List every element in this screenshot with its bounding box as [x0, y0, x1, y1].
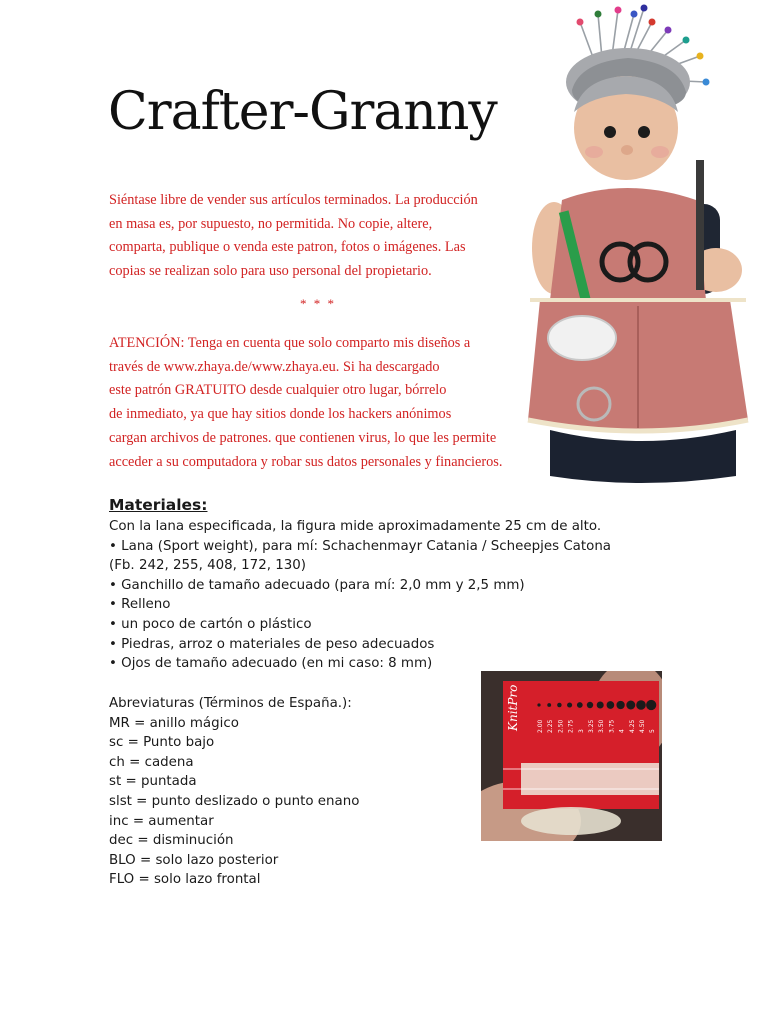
- gauge-size-label: 3.75: [608, 719, 616, 733]
- abbreviations-section: [109, 694, 359, 890]
- materials-line: Con la lana especificada, la figura mide aproximadamente 25 cm de alto.: [109, 519, 602, 534]
- gauge-brand-label: KnitPro: [506, 684, 520, 731]
- abbreviation-item: st = puntada: [109, 774, 197, 790]
- gauge-size-label: 3.50: [598, 719, 606, 733]
- materials-line: • Ganchillo de tamaño adecuado (para mí: 2,0 mm y 2,5 mm): [109, 577, 525, 593]
- usage-notice-line: en masa es, por supuesto, no permitida. No copie, altere,: [109, 215, 433, 232]
- gauge-hole: [636, 700, 646, 710]
- usage-notice-line: comparta, publique o venda este patron, fotos o imágenes. Las: [109, 239, 466, 256]
- gauge-hole: [616, 701, 624, 709]
- materials-heading: Materiales:: [109, 496, 208, 514]
- abbreviation-item: MR = anillo mágico: [109, 715, 239, 731]
- warning-line: cargan archivos de patrones. que contienen virus, lo que les permite: [109, 429, 497, 446]
- warning-line: acceder a su computadora y robar sus datos personales y financieros.: [109, 453, 503, 470]
- gauge-size-label: 2.50: [557, 719, 565, 733]
- abbreviation-item: FLO = solo lazo frontal: [109, 872, 261, 888]
- warning-line: de inmediato, ya que hay sitios donde los hackers anónimos: [109, 406, 452, 423]
- page-title: Crafter-Granny: [108, 82, 497, 142]
- tape-measure: [548, 316, 616, 360]
- gauge-hole: [547, 703, 551, 707]
- materials-line: (Fb. 242, 255, 408, 172, 130): [109, 558, 307, 574]
- gauge-size-label: 4.25: [628, 719, 636, 733]
- gauge-hole: [626, 701, 635, 710]
- abbreviation-item: sc = Punto bajo: [109, 735, 215, 751]
- usage-notice: [109, 189, 478, 284]
- gauge-photo: [481, 671, 662, 841]
- materials-line: • Lana (Sport weight), para mí: Schachenmayr Catania / Scheepjes Catona: [109, 538, 612, 554]
- gauge-size-label: 5: [649, 729, 657, 733]
- gauge-hole: [587, 702, 593, 708]
- abbreviation-item: BLO = solo lazo posterior: [109, 852, 279, 868]
- gauge-size-label: 2.00: [537, 719, 544, 733]
- gauge-hole: [537, 703, 540, 706]
- gauge-hole: [607, 701, 615, 709]
- abbreviation-item: ch = cadena: [109, 754, 194, 770]
- gauge-hole: [567, 702, 572, 707]
- materials-line: • Piedras, arroz o materiales de peso adecuados: [109, 636, 435, 652]
- gauge-size-label: 4: [618, 729, 626, 733]
- materials-line: • un poco de cartón o plástico: [109, 616, 312, 632]
- gauge-hole: [557, 703, 561, 707]
- warning-line: ATENCIÓN: Tenga en cuenta que solo comparto mis diseños a: [109, 335, 471, 351]
- materials-line: • Ojos de tamaño adecuado (en mi caso: 8 mm): [109, 656, 433, 672]
- crochet-swatch: [521, 763, 659, 795]
- warning-line: través de www.zhaya.de/www.zhaya.eu. Si ha descargado: [109, 358, 440, 375]
- doll-eye: [604, 126, 616, 138]
- abbreviation-item: slst = punto deslizado o punto enano: [109, 793, 360, 809]
- granny-doll-photo: [510, 0, 768, 484]
- gauge-size-label: 3.25: [588, 719, 595, 733]
- materials-line: • Relleno: [109, 597, 171, 613]
- abbreviation-item: dec = disminución: [109, 833, 234, 849]
- usage-notice-line: copias se realizan solo para uso personal del propietario.: [109, 263, 432, 280]
- gauge-hole: [577, 702, 583, 708]
- gauge-size-label: 2.75: [567, 719, 575, 733]
- gauge-size-label: 2.25: [547, 719, 555, 733]
- materials-section: [109, 494, 611, 674]
- gauge-hole: [646, 700, 656, 710]
- gauge-size-label: 4.50: [639, 719, 646, 733]
- gauge-hole: [597, 701, 604, 708]
- abbreviation-item: inc = aumentar: [109, 813, 214, 829]
- warning-line: este patrón GRATUITO desde cualquier otro lugar, bórrelo: [109, 382, 447, 399]
- usage-notice-line: Siéntase libre de vender sus artículos terminados. La producción: [109, 192, 478, 208]
- section-separator: * * *: [300, 296, 336, 311]
- abbreviations-heading: Abreviaturas (Términos de España.):: [109, 696, 352, 711]
- gauge-size-label: 3: [577, 729, 585, 733]
- doll-base: [550, 430, 736, 483]
- download-warning: [109, 332, 502, 474]
- doll-eye: [638, 126, 650, 138]
